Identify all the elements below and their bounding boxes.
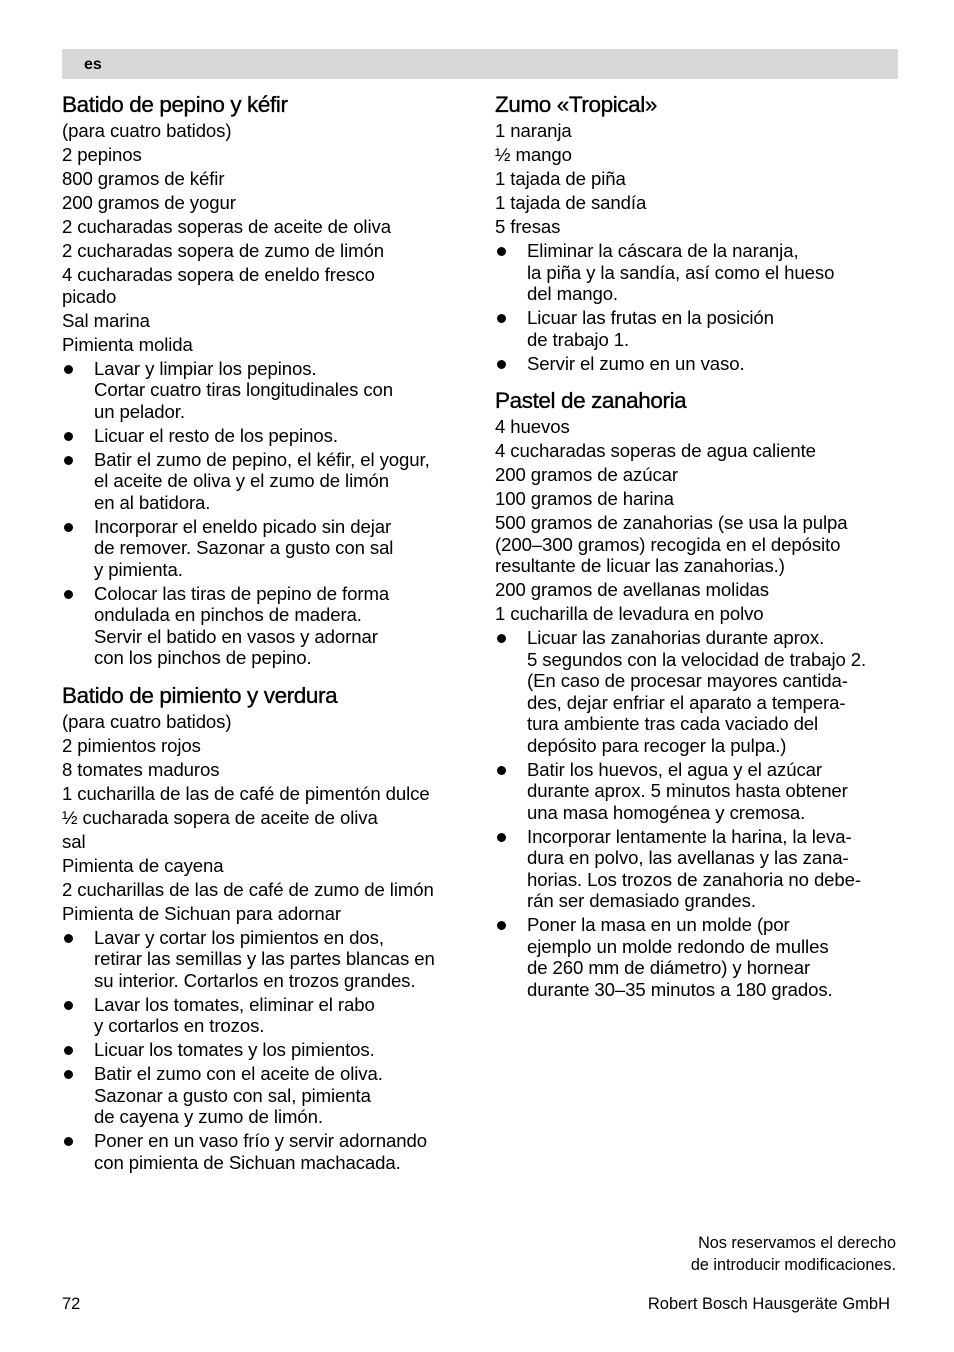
step-line: Cortar cuatro tiras longitudinales con [94, 379, 394, 400]
ingredient-line: 1 naranja [495, 120, 572, 141]
step-item [62, 927, 482, 992]
ingredient-item [62, 879, 482, 901]
ingredient-item [62, 807, 482, 829]
step-line: Lavar y cortar los pimientos en dos, [94, 926, 384, 948]
bullet-icon [64, 1001, 73, 1010]
step-line: Incorporar lentamente la harina, la leva- [527, 825, 852, 847]
step-line: 5 segundos con la velocidad de trabajo 2. [527, 648, 867, 670]
ingredient-line: 1 tajada de piña [495, 168, 626, 189]
ingredient-line: picado [62, 285, 117, 307]
ingredient-line: Pimienta de cayena [62, 854, 224, 876]
step-item [495, 307, 905, 350]
right-column [495, 90, 905, 1003]
step-item [62, 449, 482, 514]
ingredient-line: (200–300 gramos) recogida en el depósito [495, 533, 841, 555]
bullet-icon [64, 590, 73, 599]
step-line: Lavar y limpiar los pepinos. [94, 357, 317, 379]
step-line: depósito para recoger la pulpa.) [527, 734, 787, 756]
step-line: Licuar las frutas en la posición [527, 307, 774, 328]
bullet-icon [497, 833, 506, 842]
bullet-icon [64, 934, 73, 943]
step-line: el aceite de oliva y el zumo de limón [94, 470, 389, 491]
ingredient-line: 2 cucharadas soperas de aceite de oliva [62, 216, 391, 237]
ingredient-line: resultante de licuar las zanahorias.) [495, 555, 785, 576]
ingredient-line: 2 cucharadas sopera de zumo de limón [62, 240, 384, 261]
step-item [62, 1039, 482, 1061]
disclaimer-line: de introducir modificaciones. [690, 1256, 896, 1274]
step-line: Colocar las tiras de pepino de forma [94, 582, 390, 604]
ingredient-item [495, 416, 905, 438]
ingredient-line: Sal marina [62, 309, 150, 331]
bullet-icon [497, 360, 506, 369]
ingredient-line: 1 cucharilla de las de café de pimentón dulce [62, 782, 430, 804]
recipe-section [495, 90, 905, 374]
ingredient-line: (para cuatro batidos) [62, 710, 232, 732]
step-line: Licuar el resto de los pepinos. [94, 424, 338, 446]
ingredient-item [62, 903, 482, 925]
recipe-title: Pastel de zanahoria [495, 388, 687, 413]
language-bar [62, 49, 898, 79]
ingredient-item [62, 192, 482, 214]
ingredient-item [495, 168, 905, 190]
step-item [495, 240, 905, 305]
step-item [62, 1130, 482, 1173]
step-item [62, 994, 482, 1037]
step-line: Incorporar el eneldo picado sin dejar [94, 515, 392, 537]
step-line: Licuar las zanahorias durante aprox. [527, 627, 825, 648]
step-line: Sazonar a gusto con sal, pimienta [94, 1084, 371, 1106]
ingredient-line: 4 cucharadas sopera de eneldo fresco [62, 264, 375, 285]
ingredient-line: 2 cucharillas de las de café de zumo de limón [62, 878, 434, 900]
step-line: con los pinchos de pepino. [94, 647, 312, 668]
step-line: rán ser demasiado grandes. [527, 890, 756, 911]
disclaimer-note [691, 1232, 896, 1276]
step-line: retirar las semillas y las partes blancas en [94, 948, 435, 969]
ingredient-item [495, 512, 905, 577]
step-line: Servir el batido en vasos y adornar [94, 625, 378, 647]
step-line: de remover. Sazonar a gusto con sal [94, 537, 394, 558]
step-line: en al batidora. [94, 491, 211, 513]
ingredient-line: 200 gramos de yogur [62, 192, 236, 213]
ingredient-line: (para cuatro batidos) [62, 120, 232, 141]
step-line: Batir los huevos, el agua y el azúcar [527, 758, 822, 780]
step-line: horias. Los trozos de zanahoria no debe- [527, 868, 862, 890]
step-line: Poner la masa en un molde (por [527, 914, 790, 935]
step-line: de trabajo 1. [527, 328, 630, 350]
ingredient-line: 1 tajada de sandía [495, 192, 647, 213]
ingredient-item [495, 192, 905, 214]
step-line: des, dejar enfriar el aparato a tempera- [527, 691, 846, 713]
ingredient-item [62, 240, 482, 262]
ingredient-item [62, 334, 482, 356]
step-item [495, 826, 905, 912]
bullet-icon [497, 247, 506, 256]
ingredient-line: 5 fresas [495, 216, 561, 237]
ingredient-item [62, 144, 482, 166]
bullet-icon [64, 365, 73, 374]
ingredient-line: 200 gramos de avellanas molidas [495, 579, 769, 600]
ingredient-line: 100 gramos de harina [495, 488, 674, 509]
ingredient-line: 800 gramos de kéfir [62, 168, 225, 189]
step-item [495, 759, 905, 824]
ingredient-line: 500 gramos de zanahorias (se usa la pulpa [495, 512, 848, 533]
ingredient-item [495, 464, 905, 486]
disclaimer-line: Nos reservamos el derecho [698, 1234, 896, 1252]
ingredient-item [62, 120, 482, 142]
bullet-icon [64, 523, 73, 532]
step-line: un pelador. [94, 400, 185, 422]
step-line: (En caso de procesar mayores cantida- [527, 670, 848, 691]
ingredient-item [62, 168, 482, 190]
step-line: Licuar los tomates y los pimientos. [94, 1039, 375, 1060]
ingredient-item [495, 216, 905, 238]
step-item [62, 583, 482, 669]
ingredient-line: ½ cucharada sopera de aceite de oliva [62, 806, 378, 828]
step-line: Batir el zumo con el aceite de oliva. [94, 1063, 383, 1084]
bullet-icon [497, 314, 506, 323]
step-line: del mango. [527, 283, 618, 304]
ingredient-item [62, 831, 482, 853]
step-line: de cayena y zumo de limón. [94, 1106, 323, 1127]
ingredient-item [495, 440, 905, 462]
step-item [495, 914, 905, 1000]
ingredient-item [495, 144, 905, 166]
step-list [62, 358, 482, 669]
ingredient-line: 2 pepinos [62, 144, 142, 165]
company-name: Robert Bosch Hausgeräte GmbH [647, 1295, 890, 1313]
step-line: durante 30–35 minutos a 180 grados. [527, 978, 833, 1000]
ingredient-line: Pimienta molida [62, 333, 193, 355]
left-column [62, 90, 482, 1176]
page-number: 72 [62, 1295, 81, 1313]
ingredient-line: 200 gramos de azúcar [495, 464, 679, 485]
step-item [495, 353, 905, 375]
step-line: de 260 mm de diámetro) y hornear [527, 957, 811, 978]
ingredient-line: 1 cucharilla de levadura en polvo [495, 603, 764, 624]
step-line: tura ambiente tras cada vaciado del [527, 713, 819, 734]
step-item [495, 627, 905, 756]
bullet-icon [64, 456, 73, 465]
step-line: con pimienta de Sichuan machacada. [94, 1151, 401, 1173]
step-line: y cortarlos en trozos. [94, 1015, 265, 1036]
ingredient-list [495, 120, 905, 238]
step-line: la piña y la sandía, así como el hueso [527, 261, 835, 283]
ingredient-line: Pimienta de Sichuan para adornar [62, 902, 341, 924]
bullet-icon [497, 921, 506, 930]
step-list [495, 240, 905, 374]
step-line: Lavar los tomates, eliminar el rabo [94, 993, 375, 1015]
step-list [495, 627, 905, 1000]
ingredient-item [495, 488, 905, 510]
step-item [62, 1063, 482, 1128]
ingredient-list [62, 711, 482, 925]
step-line: dura en polvo, las avellanas y las zana- [527, 847, 849, 868]
ingredient-line: 4 huevos [495, 416, 570, 437]
step-item [62, 358, 482, 423]
ingredient-item [62, 310, 482, 332]
recipe-section [495, 386, 905, 1000]
recipe-title: Zumo «Tropical» [495, 92, 657, 117]
step-item [62, 425, 482, 447]
ingredient-line: 8 tomates maduros [62, 758, 220, 780]
bullet-icon [64, 1137, 73, 1146]
step-line: y pimienta. [94, 558, 183, 580]
step-line: durante aprox. 5 minutos hasta obtener [527, 780, 848, 801]
ingredient-item [62, 735, 482, 757]
ingredient-item [495, 579, 905, 601]
ingredient-line: 4 cucharadas soperas de agua caliente [495, 440, 816, 461]
bullet-icon [64, 432, 73, 441]
step-line: Batir el zumo de pepino, el kéfir, el yogur, [94, 448, 430, 470]
bullet-icon [497, 634, 506, 643]
ingredient-item [62, 711, 482, 733]
ingredient-list [495, 416, 905, 625]
recipe-title: Batido de pimiento y verdura [62, 682, 338, 708]
step-line: Poner en un vaso frío y servir adornando [94, 1130, 427, 1151]
step-line: una masa homogénea y cremosa. [527, 801, 806, 823]
recipe-title: Batido de pepino y kéfir [62, 92, 288, 117]
language-code: es [84, 56, 102, 73]
step-line: ejemplo un molde redondo de mulles [527, 935, 829, 957]
recipe-section [62, 681, 482, 1174]
ingredient-item [62, 783, 482, 805]
ingredient-item [62, 216, 482, 238]
recipe-section [62, 90, 482, 669]
ingredient-line: ½ mango [495, 144, 572, 165]
step-list [62, 927, 482, 1174]
step-line: Eliminar la cáscara de la naranja, [527, 240, 799, 261]
bullet-icon [64, 1070, 73, 1079]
ingredient-item [62, 855, 482, 877]
bullet-icon [64, 1046, 73, 1055]
ingredient-line: 2 pimientos rojos [62, 734, 201, 756]
ingredient-item [62, 264, 482, 307]
ingredient-item [495, 603, 905, 625]
step-line: ondulada en pinchos de madera. [94, 604, 362, 625]
step-line: su interior. Cortarlos en trozos grandes. [94, 969, 416, 991]
ingredient-list [62, 120, 482, 355]
step-line: Servir el zumo en un vaso. [527, 352, 745, 374]
ingredient-line: sal [62, 830, 86, 852]
step-item [62, 516, 482, 581]
bullet-icon [497, 766, 506, 775]
ingredient-item [495, 120, 905, 142]
ingredient-item [62, 759, 482, 781]
